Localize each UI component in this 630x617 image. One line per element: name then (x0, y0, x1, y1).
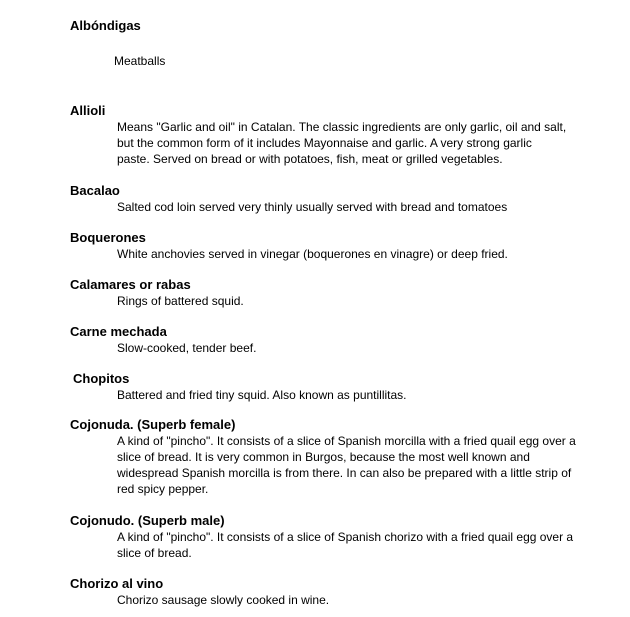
definition-calamares: Rings of battered squid. (117, 294, 244, 308)
definition-bacalao: Salted cod loin served very thinly usually served with bread and tomatoes (117, 200, 508, 214)
definition-chorizo-al-vino: Chorizo sausage slowly cooked in wine. (117, 593, 330, 607)
term-calamares: Calamares or rabas (70, 277, 191, 292)
term-boquerones: Boquerones (70, 230, 146, 245)
term-albondigas: Albóndigas (70, 18, 141, 33)
definition-allioli: Means "Garlic and oil" in Catalan. The classic ingredients are only garlic, oil and salt, but the common form of it includes Mayonnaise and garlic. A very strong garlic paste. Served on bread or with potatoes, fish, meat or grilled vegetables. (117, 120, 567, 166)
term-cojonudo: Cojonudo. (Superb male) (70, 513, 225, 528)
definition-chopitos: Battered and fried tiny squid. Also known as puntillitas. (117, 388, 407, 402)
definition-cojonuda: A kind of "pincho". It consists of a slice of Spanish morcilla with a fried quail egg over a slice of bread. It is very common in Burgos, because the most well known and widespread Spanish morcilla is from there. In can also be prepared with a little strip of red spicy pepper. (117, 434, 576, 496)
term-allioli: Allioli (70, 103, 106, 118)
definition-carne-mechada: Slow-cooked, tender beef. (117, 341, 257, 355)
term-chorizo-al-vino: Chorizo al vino (70, 576, 164, 591)
definition-albondigas: Meatballs (114, 54, 166, 68)
term-carne-mechada: Carne mechada (70, 324, 167, 339)
term-cojonuda: Cojonuda. (Superb female) (70, 417, 236, 432)
definition-boquerones: White anchovies served in vinegar (boquerones en vinagre) or deep fried. (117, 247, 508, 261)
definition-cojonudo: A kind of "pincho". It consists of a slice of Spanish chorizo with a fried quail egg over a slice of bread. (117, 530, 574, 560)
term-bacalao: Bacalao (70, 183, 120, 198)
term-chopitos: Chopitos (73, 371, 130, 386)
